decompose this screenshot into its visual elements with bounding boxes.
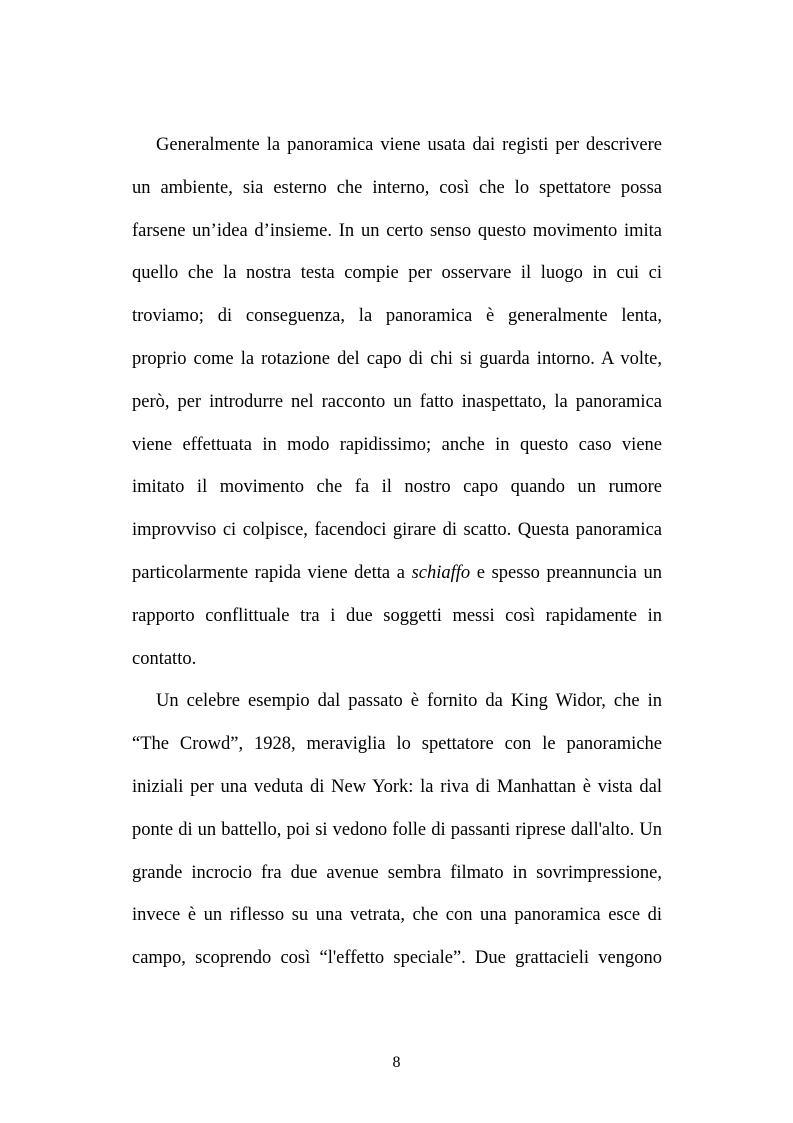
text-line: campo, scoprendo così “l'effetto speciale”. Due grattacieli vengono: [132, 948, 662, 969]
text-segment: e spesso preannuncia un: [470, 562, 662, 583]
text-line: ponte di un battello, poi si vedono folle di passanti riprese dall'alto. Un: [132, 819, 662, 840]
text-line: imitato il movimento che fa il nostro capo quando un rumore: [132, 477, 662, 498]
body-text: [132, 124, 662, 980]
paragraph-1: [132, 124, 662, 680]
text-line: rapporto conflittuale tra i due soggetti messi così rapidamente in: [132, 605, 662, 626]
text-line: “The Crowd”, 1928, meraviglia lo spettatore con le panoramiche: [132, 734, 662, 755]
text-line: grande incrocio fra due avenue sembra filmato in sovrimpressione,: [132, 862, 662, 883]
text-segment: particolarmente rapida viene detta a: [132, 562, 412, 583]
text-line: però, per introdurre nel racconto un fatto inaspettato, la panoramica: [132, 391, 662, 412]
text-line: quello che la nostra testa compie per osservare il luogo in cui ci: [132, 263, 662, 284]
page-number: 8: [392, 1054, 401, 1071]
text-line: iniziali per una veduta di New York: la riva di Manhattan è vista dal: [132, 776, 662, 797]
text-line: Generalmente la panoramica viene usata dai registi per descrivere: [156, 135, 662, 155]
text-line: viene effettuata in modo rapidissimo; anche in questo caso viene: [132, 434, 662, 455]
text-line-with-italic: [132, 552, 662, 595]
text-line: un ambiente, sia esterno che interno, così che lo spettatore possa: [132, 177, 662, 198]
text-line: invece è un riflesso su una vetrata, che con una panoramica esce di: [132, 905, 662, 926]
text-line: improvviso ci colpisce, facendoci girare di scatto. Questa panoramica: [132, 520, 662, 541]
paragraph-2: [132, 680, 662, 980]
text-line: troviamo; di conseguenza, la panoramica è generalmente lenta,: [132, 306, 662, 327]
italic-term-schiaffo: schiaffo: [411, 562, 471, 583]
text-line: contatto.: [132, 648, 197, 669]
text-line: Un celebre esempio dal passato è fornito da King Widor, che in: [156, 691, 662, 712]
text-line: farsene un’idea d’insieme. In un certo senso questo movimento imita: [132, 220, 662, 241]
text-line: proprio come la rotazione del capo di chi si guarda intorno. A volte,: [132, 348, 662, 369]
